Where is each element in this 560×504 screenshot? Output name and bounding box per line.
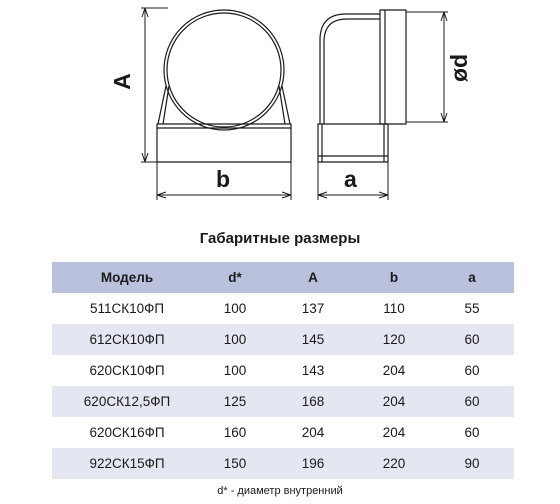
table-cell: 620СК16ФП	[89, 425, 165, 440]
table-cell: 55	[464, 301, 480, 316]
table-cell: 100	[223, 301, 247, 316]
table-row	[52, 417, 514, 448]
table-cell: 922СК15ФП	[52, 448, 202, 479]
table-cell: 612СК10ФП	[52, 324, 202, 355]
table-cell: 511СК10ФП	[89, 301, 165, 316]
technical-drawing	[0, 0, 560, 230]
table-cell: 168	[268, 386, 358, 417]
table-cell: 145	[268, 324, 358, 355]
dimension-label-diameter: ød	[446, 53, 472, 82]
dimension-lines	[141, 8, 448, 200]
table-cell: 143	[301, 363, 325, 378]
column-header: d*	[202, 262, 268, 293]
dimension-label-depth: a	[344, 166, 357, 192]
table-cell: 125	[202, 386, 268, 417]
table-cell: 100	[202, 324, 268, 355]
table-cell: 60	[464, 363, 480, 378]
table-row	[52, 448, 514, 479]
front-view	[157, 10, 291, 162]
table-cell: 60	[430, 386, 514, 417]
table-cell: 204	[358, 386, 430, 417]
table-cell: 204	[301, 425, 325, 440]
table-cell: 150	[202, 448, 268, 479]
side-view	[318, 10, 406, 162]
column-header: A	[268, 262, 358, 293]
table-cell: 137	[301, 301, 325, 316]
table-header-row	[52, 262, 514, 293]
table-cell: 620СК10ФП	[89, 363, 165, 378]
table-title: Габаритные размеры	[199, 230, 361, 247]
table-cell: 100	[223, 363, 247, 378]
dimension-label-height: A	[108, 73, 135, 90]
table-row	[52, 386, 514, 417]
table-cell: 204	[382, 363, 406, 378]
table-cell: 220	[358, 448, 430, 479]
dimension-label-width: b	[216, 166, 231, 192]
dimensions-table	[52, 262, 514, 479]
table-row	[52, 324, 514, 355]
column-header: a	[430, 262, 514, 293]
table-cell: 90	[430, 448, 514, 479]
table-cell: 160	[223, 425, 247, 440]
table-cell: 110	[383, 301, 405, 316]
footnote: d* - диаметр внутренний	[217, 485, 343, 497]
table-cell: 60	[464, 425, 480, 440]
table-row	[52, 355, 514, 386]
table-row	[52, 293, 514, 324]
column-header: b	[358, 262, 430, 293]
table-cell: 620СК12,5ФП	[52, 386, 202, 417]
table-cell: 196	[268, 448, 358, 479]
column-header: Модель	[52, 262, 202, 293]
table-cell: 60	[430, 324, 514, 355]
table-cell: 204	[382, 425, 406, 440]
table-cell: 120	[358, 324, 430, 355]
